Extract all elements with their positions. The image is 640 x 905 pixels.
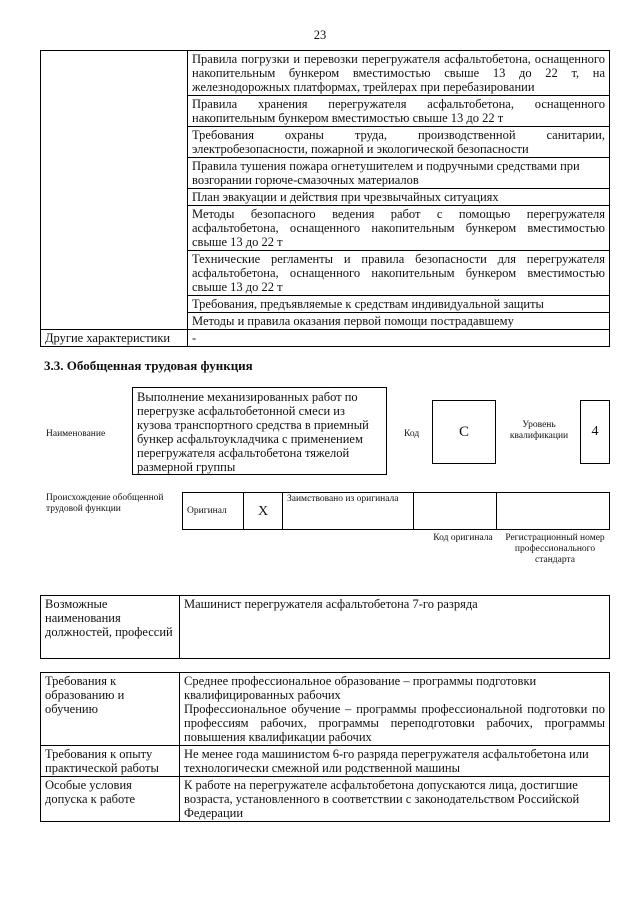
code-box: C <box>432 400 496 464</box>
table-row <box>41 189 610 206</box>
experience-value: Не менее года машинистом 6-го разряда перегружателя асфальтобетона или технологически смежной или родственной машины <box>180 746 610 777</box>
table-cell: План эвакуации и действия при чрезвычайных ситуациях <box>188 189 610 206</box>
table-cell: Правила тушения пожара огнетушителем и подручными средствами при возгорании горюче-смазочных материалов <box>188 158 610 189</box>
reg-number-caption: Регистрационный номер профессионального стандарта <box>505 533 605 565</box>
original-label: Оригинал <box>183 493 244 530</box>
knowledge-table <box>40 50 610 347</box>
admission-label: Особые условия допуска к работе <box>41 777 180 822</box>
table-cell: Методы безопасного ведения работ с помощью перегружателя асфальтобетона, оснащенного накопительным бункером вместимостью свыше 13 до 22 т <box>188 206 610 251</box>
positions-table <box>40 595 610 659</box>
table-row <box>41 51 610 96</box>
level-label: Уровень квалификации <box>509 420 569 441</box>
page-number: 23 <box>313 28 327 42</box>
code-label: Код <box>404 429 420 439</box>
borrowed-label: Заимствовано из оригинала <box>283 493 414 530</box>
education-line: Среднее профессиональное образование – программы подготовки квалифицированных рабочих <box>184 674 537 702</box>
code-original-caption: Код оригинала <box>433 533 493 543</box>
table-row <box>41 746 610 777</box>
positions-label: Возможные наименования должностей, профессий <box>41 596 180 659</box>
education-label: Требования к образованию и обучению <box>41 673 180 746</box>
table-row <box>41 127 610 158</box>
table-row <box>41 296 610 313</box>
positions-value: Машинист перегружателя асфальтобетона 7-го разряда <box>180 596 610 659</box>
table-row <box>41 206 610 251</box>
table-cell: Требования охраны труда, производственной санитарии, электробезопасности, пожарной и экологической безопасности <box>188 127 610 158</box>
original-mark: X <box>244 493 283 530</box>
other-characteristics-value: - <box>188 330 610 347</box>
table-row <box>41 158 610 189</box>
table-cell: Правила погрузки и перевозки перегружателя асфальтобетона, оснащенного накопительным бункером вместимостью свыше 13 до 22 т, на железнодорожных платформах, трейлерах при перебазировании <box>188 51 610 96</box>
other-characteristics-label: Другие характеристики <box>41 330 188 347</box>
function-name-box: Выполнение механизированных работ по перегрузке асфальтобетонной смеси из кузова транспортного средства в приемный бункер асфальтоукладчика с применением перегружателя асфальтобетона тяжелой размерной группы <box>132 387 387 475</box>
table-cell: Требования, предъявляемые к средствам индивидуальной защиты <box>188 296 610 313</box>
table-row <box>41 673 610 746</box>
name-label: Наименование <box>46 429 106 439</box>
origin-table <box>182 492 610 530</box>
table-row <box>41 251 610 296</box>
experience-label: Требования к опыту практической работы <box>41 746 180 777</box>
table-row <box>41 330 610 347</box>
original-code-cell <box>414 493 497 530</box>
table-row <box>41 777 610 822</box>
requirements-table <box>40 672 610 822</box>
level-box: 4 <box>580 400 610 464</box>
table-cell: Технические регламенты и правила безопасности для перегружателя асфальтобетона, оснащенного накопительным бункером вместимостью свыше 13 до 22 т <box>188 251 610 296</box>
table-cell: Методы и правила оказания первой помощи пострадавшему <box>188 313 610 330</box>
admission-value: К работе на перегружателе асфальтобетона допускаются лица, достигшие возраста, установленного в соответствии с законодательством Российской Федерации <box>180 777 610 822</box>
origin-label: Происхождение обобщенной трудовой функции <box>46 493 164 514</box>
table-cell: Правила хранения перегружателя асфальтобетона, оснащенного накопительным бункером вместимостью свыше 13 до 22 т <box>188 96 610 127</box>
reg-number-cell <box>497 493 610 530</box>
education-value <box>180 673 610 746</box>
table-row <box>41 96 610 127</box>
education-line: Профессиональное обучение – программы профессиональной подготовки по профессиям рабочих, программы переподготовки рабочих, программы повышения квалификации рабочих <box>184 702 605 744</box>
section-title: 3.3. Обобщенная трудовая функция <box>44 358 253 373</box>
table-row <box>41 313 610 330</box>
table-row <box>41 596 610 659</box>
